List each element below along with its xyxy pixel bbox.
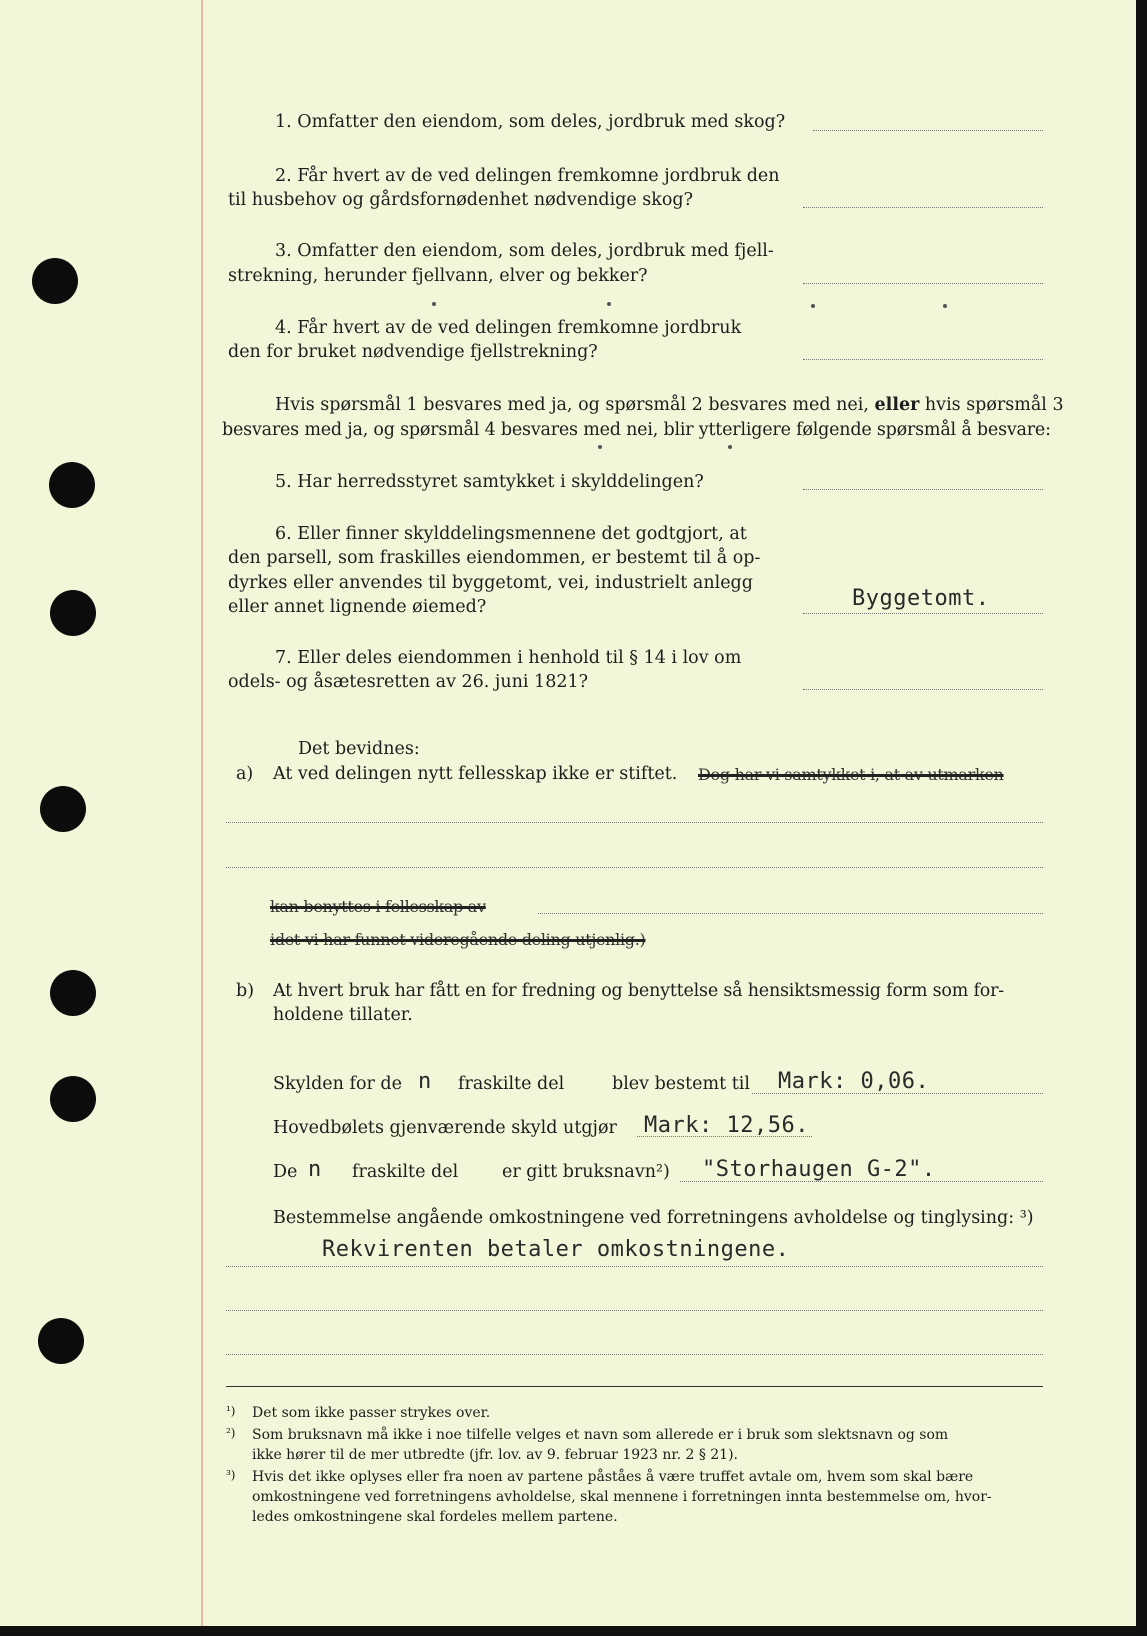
margin-rule — [201, 0, 203, 1626]
condition-line-1-end: hvis spørsmål 3 — [924, 395, 1064, 415]
question-2-line-2: til husbehov og gårdsfornødenhet nødvendige skog? — [228, 190, 693, 210]
punch-hole — [49, 462, 95, 508]
answer-line-7 — [803, 689, 1043, 690]
footnote-3-line-2: omkostningene ved forretningens avholdelse, skal mennene i forretningen innta bestemmelse om, hvor- — [252, 1489, 992, 1505]
answer-line-1 — [813, 130, 1043, 131]
omkostning-label: Bestemmelse angående omkostningene ved forretningens avholdelse og tinglysing: ³) — [273, 1208, 1034, 1228]
question-6-line-3: dyrkes eller anvendes til byggetomt, vei, industrielt anlegg — [228, 573, 753, 593]
attest-b-line-1: At hvert bruk har fått en for fredning og benyttelse så hensiktsmessig form som for- — [273, 981, 1004, 1001]
condition-line-1-start: Hvis spørsmål 1 besvares med ja, og spørsmål 2 besvares med nei, — [275, 395, 869, 415]
speck — [432, 302, 436, 306]
bruksnavn-label-1: De — [273, 1162, 298, 1182]
question-6-line-2: den parsell, som fraskilles eiendommen, er bestemt til å op- — [228, 548, 761, 568]
answer-line-6 — [803, 613, 1043, 614]
skyld-line — [752, 1093, 1043, 1094]
punch-hole — [32, 258, 78, 304]
punch-hole — [50, 590, 96, 636]
question-6-line-1: 6. Eller finner skylddelingsmennene det godtgjort, at — [275, 524, 747, 544]
attest-b-line-2: holdene tillater. — [273, 1005, 413, 1025]
footnote-1: Det som ikke passer strykes over. — [252, 1405, 491, 1421]
blank-line — [226, 1354, 1043, 1355]
blank-line — [226, 822, 1043, 823]
skyld-label-3: blev bestemt til — [612, 1074, 750, 1094]
skyld-value: Mark: 0,06. — [778, 1069, 930, 1094]
omkostning-value: Rekvirenten betaler omkostningene. — [322, 1237, 790, 1262]
attest-a-text: At ved delingen nytt fellesskap ikke er stiftet. — [273, 764, 678, 784]
blank-line — [226, 1310, 1043, 1311]
footnote-3-marker: ³) — [226, 1468, 236, 1482]
bruksnavn-n: n — [308, 1157, 322, 1182]
speck — [943, 304, 947, 308]
footnote-rule — [226, 1386, 1043, 1387]
question-6-line-4: eller annet lignende øiemed? — [228, 597, 487, 617]
hovedbol-value: Mark: 12,56. — [644, 1113, 809, 1138]
footnote-2-marker: ²) — [226, 1426, 236, 1440]
answer-line-3 — [803, 283, 1043, 284]
question-2-line-1: 2. Får hvert av de ved delingen fremkomne jordbruk den — [275, 166, 780, 186]
omkostning-line — [226, 1266, 1043, 1267]
blank-line — [538, 913, 1043, 914]
condition-line-2: besvares med ja, og spørsmål 4 besvares med nei, blir ytterligere følgende spørsmål å besvare: — [222, 420, 1051, 440]
question-5: 5. Har herredsstyret samtykket i skylddelingen? — [275, 472, 704, 492]
footnote-3-line-1: Hvis det ikke oplyses eller fra noen av partene påståes å være truffet avtale om, hvem som skal bære — [252, 1469, 974, 1485]
footnote-3-line-3: ledes omkostningene skal fordeles mellem partene. — [252, 1509, 618, 1525]
question-3-line-1: 3. Omfatter den eiendom, som deles, jordbruk med fjell- — [275, 241, 774, 261]
punch-hole — [50, 1076, 96, 1122]
attest-heading: Det bevidnes: — [298, 739, 420, 759]
answer-6-value: Byggetomt. — [852, 586, 990, 611]
punch-hole — [40, 786, 86, 832]
answer-line-4 — [803, 359, 1043, 360]
footnote-2-line-2: ikke hører til de mer utbredte (jfr. lov. av 9. februar 1923 nr. 2 § 21). — [252, 1447, 739, 1463]
footnote-1-marker: ¹) — [226, 1404, 236, 1418]
answer-line-5 — [803, 489, 1043, 490]
hovedbol-line — [637, 1136, 812, 1137]
speck — [607, 302, 611, 306]
bruksnavn-label-2: fraskilte del — [352, 1162, 459, 1182]
question-1: 1. Omfatter den eiendom, som deles, jordbruk med skog? — [275, 112, 786, 132]
question-3-line-2: strekning, herunder fjellvann, elver og bekker? — [228, 266, 648, 286]
bruksnavn-label-3: er gitt bruksnavn²) — [502, 1162, 670, 1182]
attest-a-struck: Dog har vi samtykket i, at av utmarken — [698, 765, 1004, 784]
speck — [728, 445, 732, 449]
question-4-line-2: den for bruket nødvendige fjellstrekning? — [228, 342, 598, 362]
condition-line-1 — [275, 394, 1064, 416]
question-7-line-2: odels- og åsætesretten av 26. juni 1821? — [228, 672, 588, 692]
question-4-line-1: 4. Får hvert av de ved delingen fremkomne jordbruk — [275, 318, 742, 338]
skyld-n: n — [418, 1069, 432, 1094]
footnote-2-line-1: Som bruksnavn må ikke i noe tilfelle velges et navn som allerede er i bruk som slektsnavn og som — [252, 1427, 949, 1443]
bruksnavn-line — [680, 1181, 1043, 1182]
punch-hole — [50, 970, 96, 1016]
condition-eller: eller — [874, 395, 920, 415]
bruksnavn-value: "Storhaugen G-2". — [702, 1157, 936, 1182]
hovedbol-label: Hovedbølets gjenværende skyld utgjør — [273, 1118, 617, 1138]
skyld-label-2: fraskilte del — [458, 1074, 565, 1094]
punch-hole — [38, 1318, 84, 1364]
attest-b-label: b) — [236, 981, 255, 1001]
attest-struck-2: kan benyttes i fellesskap av — [270, 897, 486, 916]
answer-line-2 — [803, 207, 1043, 208]
blank-line — [226, 867, 1043, 868]
skyld-label-1: Skylden for de — [273, 1074, 402, 1094]
speck — [598, 445, 602, 449]
speck — [811, 304, 815, 308]
question-7-line-1: 7. Eller deles eiendommen i henhold til § 14 i lov om — [275, 648, 742, 668]
attest-struck-3: idet vi har funnet videregående deling utjenlig.) — [270, 930, 646, 949]
attest-a-label: a) — [236, 764, 254, 784]
